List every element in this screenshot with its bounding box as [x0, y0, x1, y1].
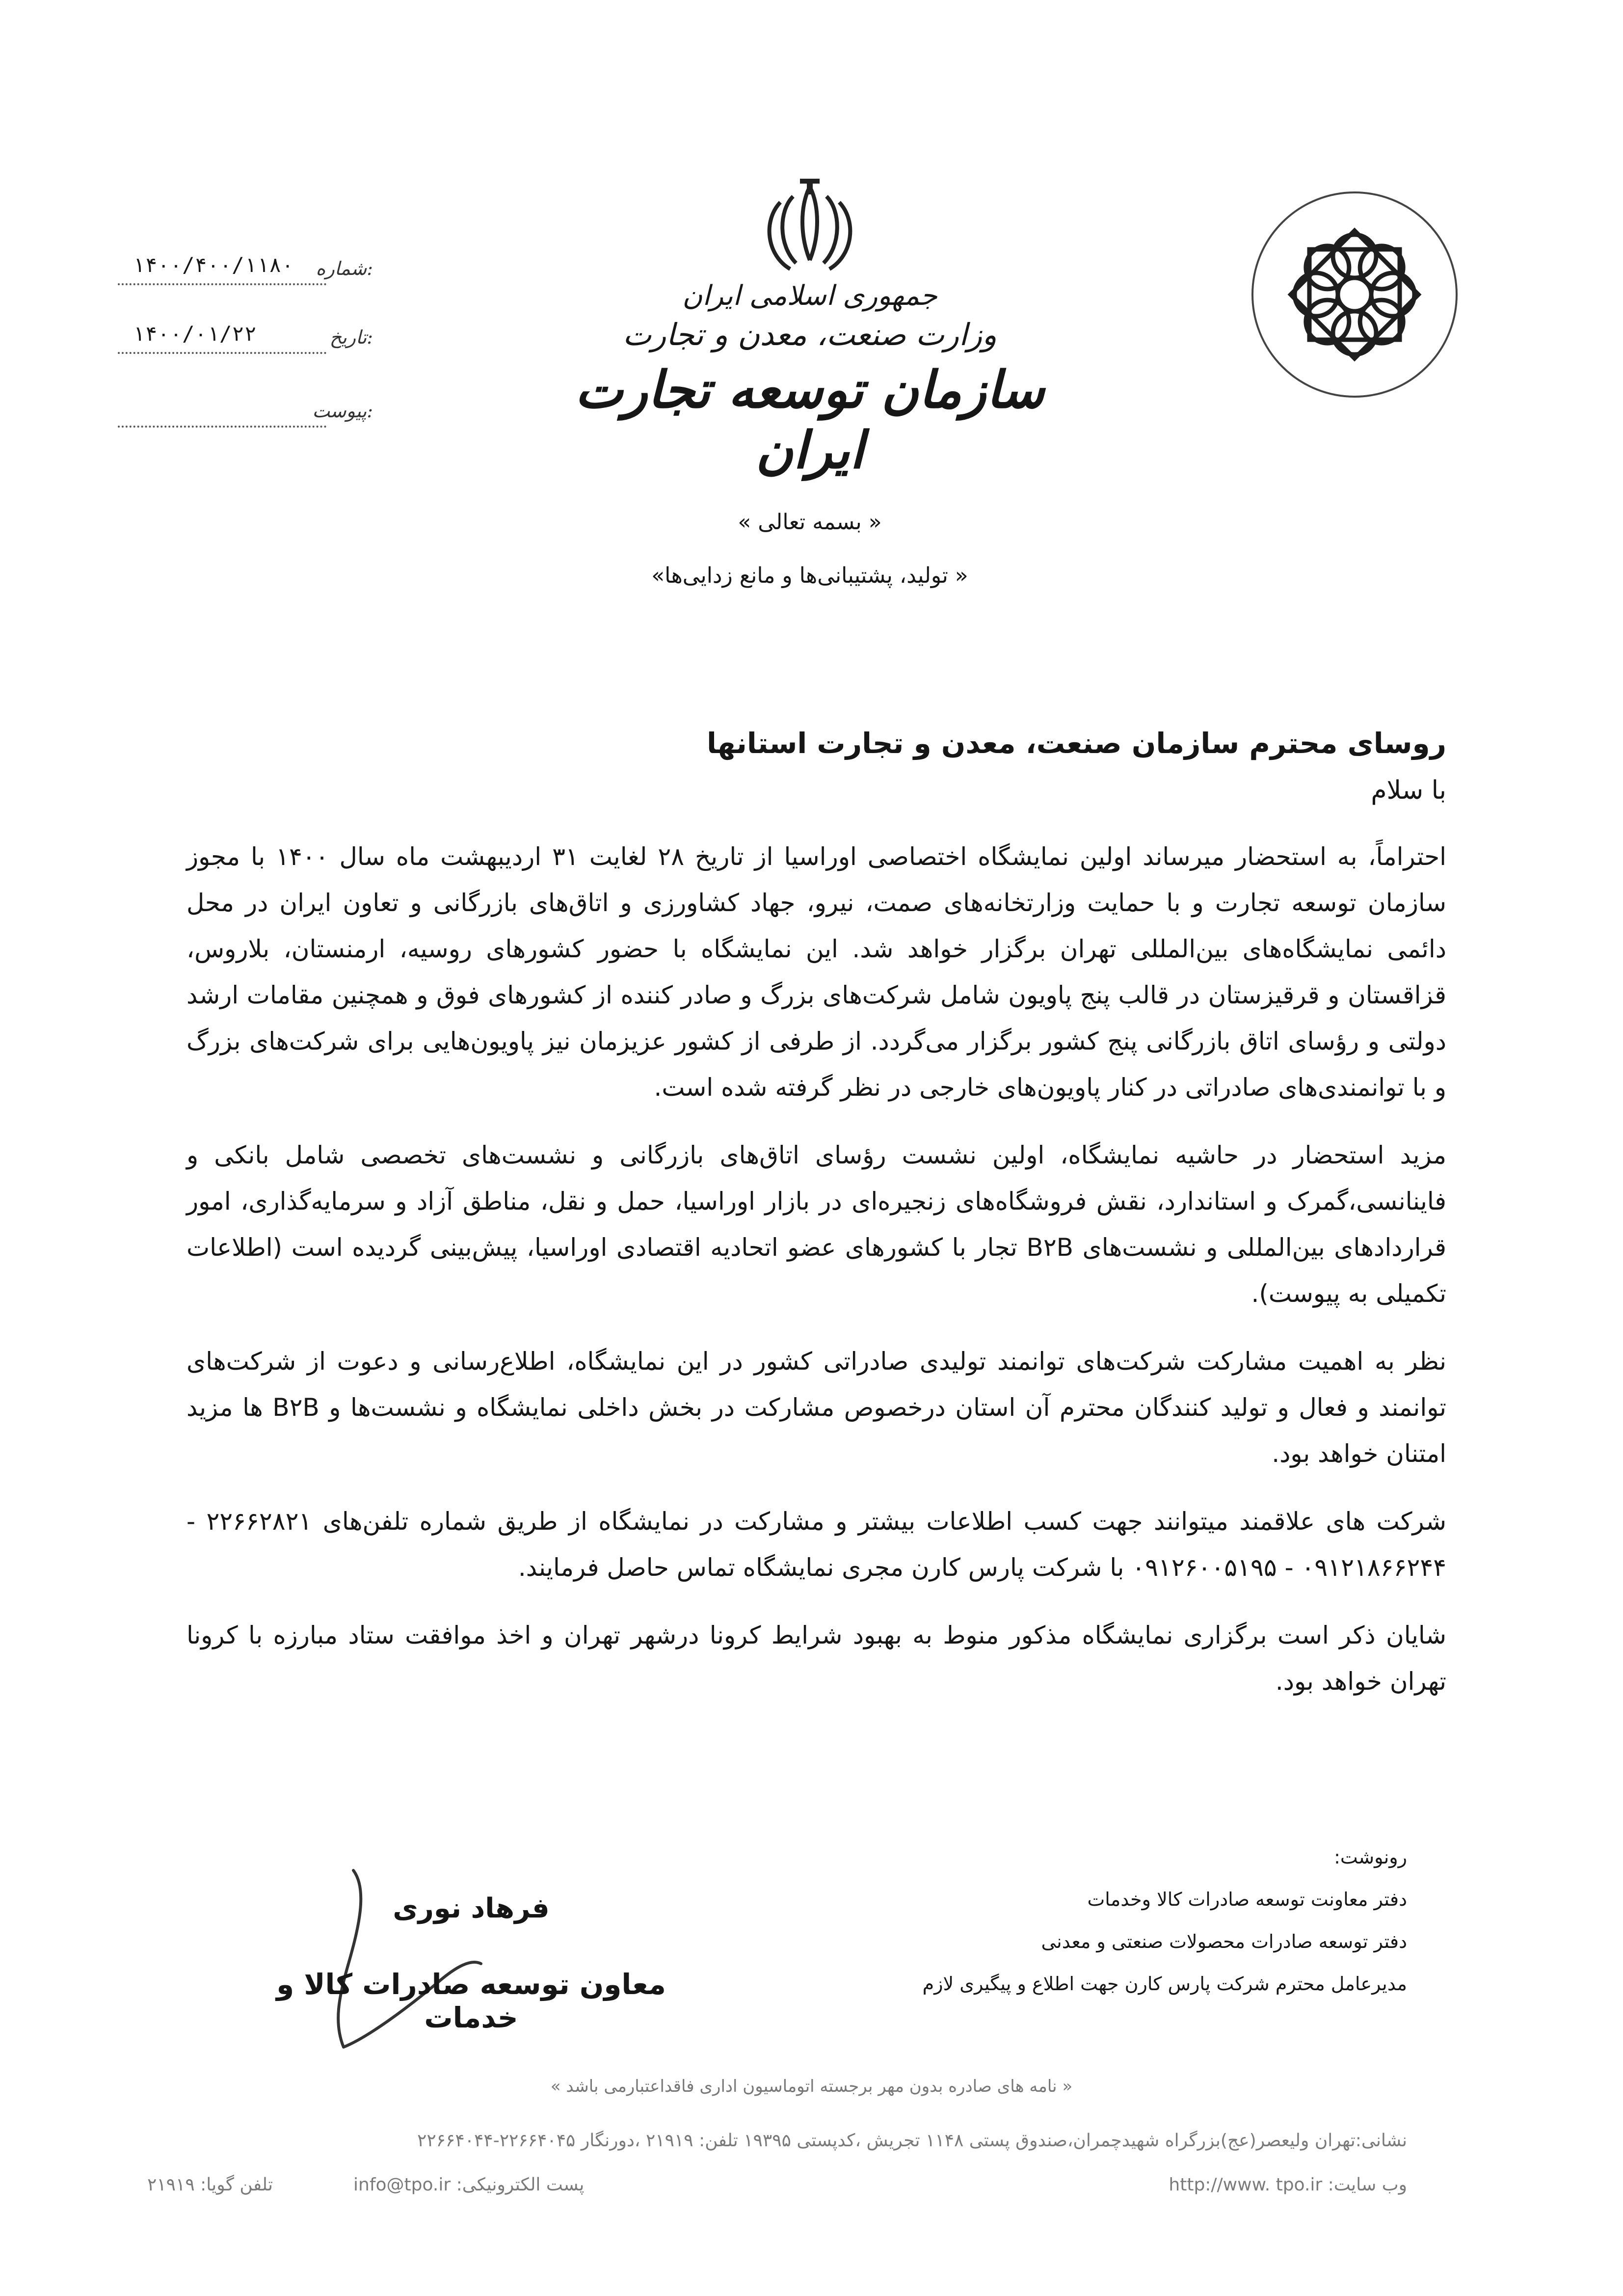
cc-list: [769, 1836, 1407, 2005]
letter-paragraph: شایان ذکر است برگزاری نمایشگاه مذکور منوط به بهبود شرایط کرونا درشهر تهران و اخذ موافقت ستاد مبارزه با کرونا تهران خواهد بود.: [186, 1621, 1446, 1696]
tpo-logo: [1247, 187, 1463, 403]
footer-phone: تلفن گویا: ۲۱۹۱۹: [147, 2175, 273, 2195]
footer-address: نشانی:تهران ولیعصر(عج)بزرگراه شهیدچمران،صندوق پستی ۱۱۴۸ تجریش ،کدپستی ۱۹۳۹۵ تلفن: ۲۱۹۱۹ ،دورنگار ۲۲۶۶۴۰۴۵-۲۲۶۶۴۰۴۴: [417, 2131, 1407, 2151]
footer-contacts: [147, 2175, 1407, 2204]
org-line-country: جمهوری اسلامی ایران: [682, 280, 937, 312]
letter-date-value: ۱۴۰۰/۰۱/۲۲: [133, 322, 257, 346]
cc-item: دفتر معاونت توسعه صادرات کالا وخدمات: [1087, 1889, 1407, 1910]
letter-paragraph: مزید استحضار در حاشیه نمایشگاه، اولین نشست رؤسای اتاق‌های بازرگانی و نشست‌های تخصصی شامل بانکی و فاینانسی،گمرک و استاندارد، نقش فروشگاه‌های زنجیره‌ای در بازار اوراسیا، حمل و نقل، مناطق آزاد و سرمایه‌گذاری، امور قراردادهای بین‌المللی و نشست‌های B۲B تجار با کشورهای عضو اتحادیه اقتصادی اوراسیا، پیش‌بینی گردیده است (اطلاعات تکمیلی به پیوست).: [186, 1141, 1446, 1308]
basmala: « بسمه تعالی »: [738, 510, 882, 535]
signature-block: [275, 1892, 667, 2034]
signatory-name: فرهاد نوری: [393, 1892, 550, 1924]
dotted-line: [118, 426, 326, 428]
footer-email[interactable]: پست الکترونیکی: info@tpo.ir: [353, 2175, 585, 2195]
footer-website[interactable]: وب سایت: http://www. tpo.ir: [1169, 2175, 1407, 2195]
letter-number-row: [118, 253, 373, 292]
letterhead: [564, 177, 1055, 588]
letter-number-value: ۱۴۰۰/۴۰۰/۱۱۸۰: [133, 253, 294, 277]
cc-label: رونوشت:: [1334, 1846, 1407, 1868]
footer-note: « نامه های صادره بدون مهر برجسته اتوماسیون اداری فاقداعتبارمی باشد »: [550, 2077, 1073, 2096]
letter-paragraph: شرکت های علاقمند میتوانند جهت کسب اطلاعات بیشتر و مشارکت در نمایشگاه از طریق شماره تلفن‌های ۲۲۶۶۲۸۲۱ - ۰۹۱۲۱۸۶۶۲۴۴ - ۰۹۱۲۶۰۰۵۱۹۵ با شرکت پارس کارن مجری نمایشگاه تماس حاصل فرمایند.: [186, 1507, 1446, 1582]
letter-number-label: شماره:: [316, 258, 373, 279]
dotted-line: [118, 283, 326, 285]
letter-paragraph: احتراماً، به استحضار میرساند اولین نمایشگاه اختصاصی اوراسیا از تاریخ ۲۸ لغایت ۳۱ اردیبهشت ماه سال ۱۴۰۰ با مجوز سازمان توسعه تجارت و با حمایت وزارتخانه‌های صمت، نیرو، جهاد کشاورزی و اتاق‌های بازرگانی و تعاون ایران در محل دائمی نمایشگاه‌های بین‌المللی تهران برگزار خواهد شد. این نمایشگاه با حضور کشورهای روسیه، ارمنستان، بلاروس، قزاقستان و قرقیزستان در قالب پنج پاویون شامل شرکت‌های بزرگ و صادر کننده از کشورهای فوق و همچنین مقامات ارشد دولتی و رؤسای اتاق بازرگانی پنج کشور برگزار می‌گردد. از طرفی از کشور عزیزمان نیز پاویون‌هایی برای شرکت‌های بزرگ و با توانمندی‌های صادراتی در کنار پاویون‌های خارجی در نظر گرفته شده است.: [186, 842, 1446, 1102]
letter-paragraph: نظر به اهمیت مشارکت شرکت‌های توانمند تولیدی صادراتی کشور در این نمایشگاه، اطلاع‌رسانی و دعوت از شرکت‌های توانمند و فعال و تولید کنندگان محترم آن استان درخصوص مشارکت در بخش داخلی نمایشگاه و نشست‌ها و B۲B ها مزید امتنان خواهد بود.: [186, 1347, 1446, 1468]
letter-greeting: با سلام: [1371, 776, 1446, 805]
letter-date-row: [118, 322, 373, 361]
org-line-organization: سازمان توسعه تجارت ایران: [575, 359, 1045, 480]
letter-attachment-row: [118, 395, 373, 434]
dotted-line: [118, 352, 326, 354]
letter-attachment-label: پیوست:: [312, 400, 373, 422]
letter-body: [186, 727, 1446, 1726]
letter-recipient: روسای محترم سازمان صنعت، معدن و تجارت استانها: [707, 727, 1446, 760]
letter-date-label: تاریخ:: [329, 326, 373, 348]
iran-emblem-icon: [751, 177, 869, 275]
cc-item: دفتر توسعه صادرات محصولات صنعتی و معدنی: [1041, 1931, 1407, 1952]
cc-item: مدیرعامل محترم شرکت پارس کارن جهت اطلاع و پیگیری لازم: [922, 1973, 1407, 1995]
org-line-ministry: وزارت صنعت، معدن و تجارت: [622, 317, 997, 352]
signatory-title: معاون توسعه صادرات کالا و خدمات: [276, 1968, 666, 2034]
tpo-logo-icon: [1247, 187, 1463, 403]
year-slogan: « تولید، پشتیبانی‌ها و مانع زدایی‌ها»: [651, 563, 968, 588]
